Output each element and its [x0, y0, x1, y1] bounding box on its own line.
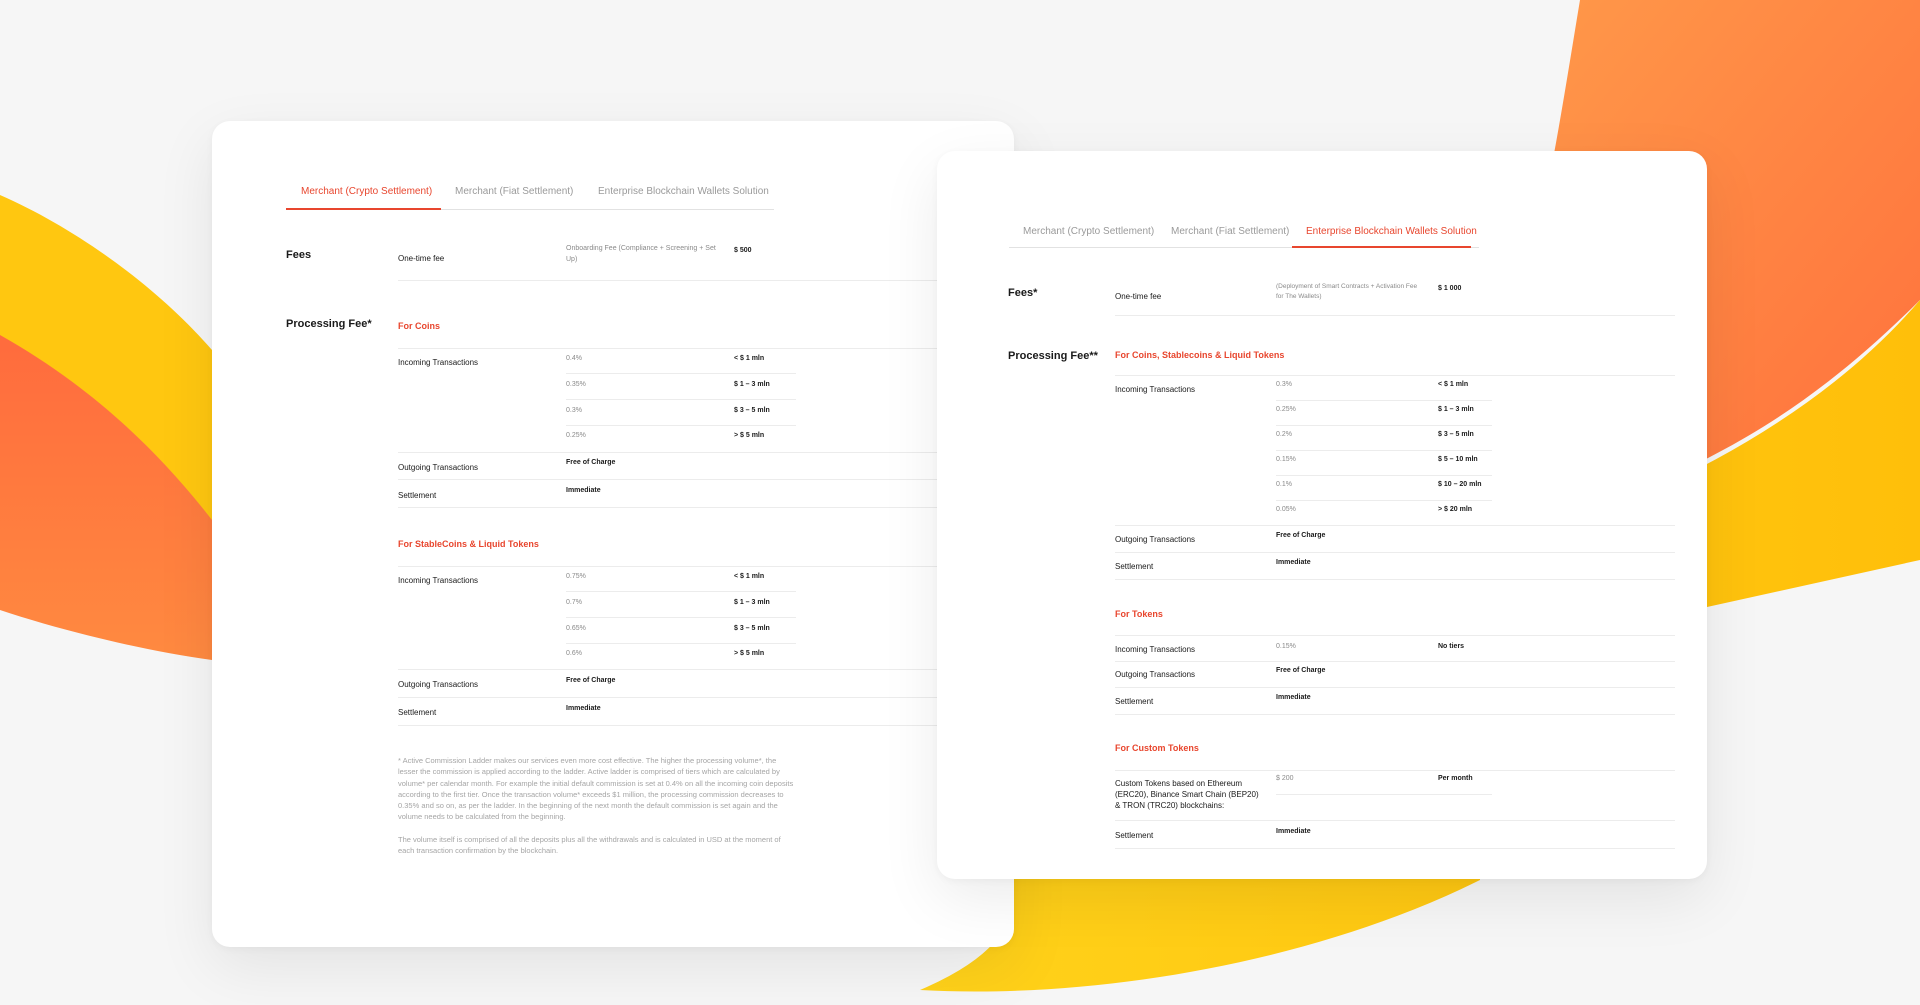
tab-enterprise-wallets[interactable]: Enterprise Blockchain Wallets Solution [598, 186, 769, 197]
tier-divider [566, 425, 796, 426]
coins-tier-rate: 0.4% [566, 355, 582, 362]
coins-tier-range: $ 5 – 10 mln [1438, 456, 1478, 463]
divider [1115, 525, 1675, 526]
coins-settlement-label: Settlement [1115, 562, 1154, 571]
divider [1115, 820, 1675, 821]
coins-incoming-label: Incoming Transactions [1115, 385, 1196, 394]
tier-divider [1276, 500, 1492, 501]
tokens-settlement-value: Immediate [1276, 694, 1311, 701]
coins-tier-rate: 0.35% [566, 381, 586, 388]
stablecoins-tier-range: $ 3 – 5 mln [734, 625, 770, 632]
coins-tier-range: $ 3 – 5 mln [1438, 431, 1474, 438]
coins-tier-range: < $ 1 mln [734, 355, 765, 362]
coins-outgoing-label: Outgoing Transactions [1115, 535, 1196, 544]
coins-outgoing-value: Free of Charge [566, 459, 616, 466]
one-time-fee-label: One-time fee [1115, 292, 1162, 301]
divider [398, 348, 1014, 349]
divider [398, 280, 1014, 281]
tier-divider [566, 373, 796, 374]
coins-tier-rate: 0.25% [1276, 406, 1296, 413]
stablecoins-tier-rate: 0.6% [566, 650, 582, 657]
coins-tier-range: < $ 1 mln [1438, 381, 1469, 388]
tokens-settlement-label: Settlement [1115, 697, 1154, 706]
active-tab-indicator [1292, 246, 1471, 248]
coins-tier-rate: 0.05% [1276, 506, 1296, 513]
tier-divider [566, 617, 796, 618]
coins-tier-rate: 0.2% [1276, 431, 1292, 438]
divider [398, 507, 1014, 508]
coins-tier-rate: 0.3% [566, 407, 582, 414]
fees-title: Fees [286, 249, 312, 261]
stablecoins-group-title: For StableCoins & Liquid Tokens [398, 539, 539, 549]
coins-outgoing-label: Outgoing Transactions [398, 463, 479, 472]
tab-merchant-crypto[interactable]: Merchant (Crypto Settlement) [301, 186, 433, 197]
coins-group-title: For Coins [398, 321, 440, 331]
divider [1115, 714, 1675, 715]
processing-fee-title: Processing Fee** [1008, 350, 1098, 362]
tab-enterprise-wallets[interactable]: Enterprise Blockchain Wallets Solution [1306, 226, 1477, 237]
one-time-fee-label: One-time fee [398, 254, 445, 263]
tier-divider [1276, 475, 1492, 476]
tier-divider [566, 643, 796, 644]
processing-fee-title: Processing Fee* [286, 318, 372, 330]
one-time-fee-amount: $ 1 000 [1438, 285, 1462, 292]
divider [1115, 579, 1675, 580]
coins-outgoing-value: Free of Charge [1276, 532, 1326, 539]
custom-settlement-label: Settlement [1115, 831, 1154, 840]
tokens-incoming-range: No tiers [1438, 643, 1465, 650]
divider [398, 697, 1014, 698]
tab-merchant-fiat[interactable]: Merchant (Fiat Settlement) [1171, 226, 1290, 237]
one-time-fee-description: (Deployment of Smart Contracts + Activation Fee for The Wallets) [1276, 283, 1418, 300]
coins-tier-rate: 0.3% [1276, 381, 1292, 388]
stablecoins-outgoing-value: Free of Charge [566, 677, 616, 684]
pricing-card-crypto-settlement [212, 121, 1014, 947]
active-tab-indicator [286, 208, 441, 210]
divider [1115, 552, 1675, 553]
tier-divider [566, 399, 796, 400]
coins-settlement-label: Settlement [398, 491, 437, 500]
custom-tokens-amount: $ 200 [1276, 775, 1294, 782]
coins-tier-rate: 0.15% [1276, 456, 1296, 463]
divider [1115, 687, 1675, 688]
stablecoins-tier-range: $ 1 – 3 mln [734, 599, 770, 606]
coins-tier-rate: 0.25% [566, 432, 586, 439]
volume-note: The volume itself is comprised of all the deposits plus all the withdrawals and is calculated in USD at the moment of each transaction confirmation by the blockchain. [398, 835, 781, 856]
divider [398, 479, 1014, 480]
coins-settlement-value: Immediate [1276, 559, 1311, 566]
tokens-incoming-rate: 0.15% [1276, 643, 1296, 650]
divider [398, 725, 1014, 726]
custom-tokens-period: Per month [1438, 775, 1473, 782]
coins-tier-rate: 0.1% [1276, 481, 1292, 488]
tier-divider [1276, 450, 1492, 451]
fees-title: Fees* [1008, 287, 1038, 299]
coins-settlement-value: Immediate [566, 487, 601, 494]
tier-divider [1276, 794, 1492, 795]
divider [1115, 375, 1675, 376]
divider [398, 566, 1014, 567]
divider [1115, 848, 1675, 849]
coins-incoming-label: Incoming Transactions [398, 358, 479, 367]
stablecoins-tier-rate: 0.7% [566, 599, 582, 606]
divider [1115, 635, 1675, 636]
divider [1115, 315, 1675, 316]
tokens-incoming-label: Incoming Transactions [1115, 645, 1196, 654]
divider [1115, 661, 1675, 662]
stablecoins-outgoing-label: Outgoing Transactions [398, 680, 479, 689]
pricing-card-enterprise-wallets [937, 151, 1707, 879]
tab-merchant-fiat[interactable]: Merchant (Fiat Settlement) [455, 186, 574, 197]
custom-tokens-label: Custom Tokens based on Ethereum (ERC20), Binance Smart Chain (BEP20) & TRON (TRC20) blockchains: [1115, 779, 1259, 810]
coins-tier-range: $ 1 – 3 mln [1438, 406, 1474, 413]
custom-settlement-value: Immediate [1276, 828, 1311, 835]
stablecoins-incoming-label: Incoming Transactions [398, 576, 479, 585]
divider [1115, 770, 1675, 771]
stablecoins-tier-rate: 0.75% [566, 573, 586, 580]
tokens-group-title: For Tokens [1115, 609, 1163, 619]
tier-divider [1276, 425, 1492, 426]
tokens-outgoing-value: Free of Charge [1276, 667, 1326, 674]
tier-divider [1276, 400, 1492, 401]
stablecoins-tier-rate: 0.65% [566, 625, 586, 632]
stablecoins-settlement-value: Immediate [566, 705, 601, 712]
commission-ladder-note: * Active Commission Ladder makes our services even more cost effective. The higher the processing volume*, the lesser the commission is applied according to the ladder. Active ladder is comprised of tiers which are calculated by volume* per calendar month. For example the initial default commission is set at 0.4% on all the incoming coin deposits according to the first tier. Once the transaction volume* exceeds $1 million, the processing commission decreases to 0.35% and so on, as per the ladder. In the beginning of the next month the default commission is set again and the volume needs to be calculated from the beginning. [398, 756, 794, 822]
coins-tier-range: > $ 5 mln [734, 432, 765, 439]
coins-tier-range: > $ 20 mln [1438, 506, 1473, 513]
coins-group-title: For Coins, Stablecoins & Liquid Tokens [1115, 350, 1285, 360]
stablecoins-tier-range: > $ 5 mln [734, 650, 765, 657]
stablecoins-settlement-label: Settlement [398, 708, 437, 717]
coins-tier-range: $ 3 – 5 mln [734, 407, 770, 414]
divider [398, 669, 1014, 670]
tab-merchant-crypto[interactable]: Merchant (Crypto Settlement) [1023, 226, 1155, 237]
tokens-outgoing-label: Outgoing Transactions [1115, 670, 1196, 679]
one-time-fee-description: Onboarding Fee (Compliance + Screening + Set Up) [566, 245, 716, 263]
custom-tokens-group-title: For Custom Tokens [1115, 743, 1199, 753]
tier-divider [566, 591, 796, 592]
divider [398, 452, 1014, 453]
coins-tier-range: $ 1 – 3 mln [734, 381, 770, 388]
stablecoins-tier-range: < $ 1 mln [734, 573, 765, 580]
coins-tier-range: $ 10 – 20 mln [1438, 481, 1482, 488]
one-time-fee-amount: $ 500 [734, 247, 752, 254]
